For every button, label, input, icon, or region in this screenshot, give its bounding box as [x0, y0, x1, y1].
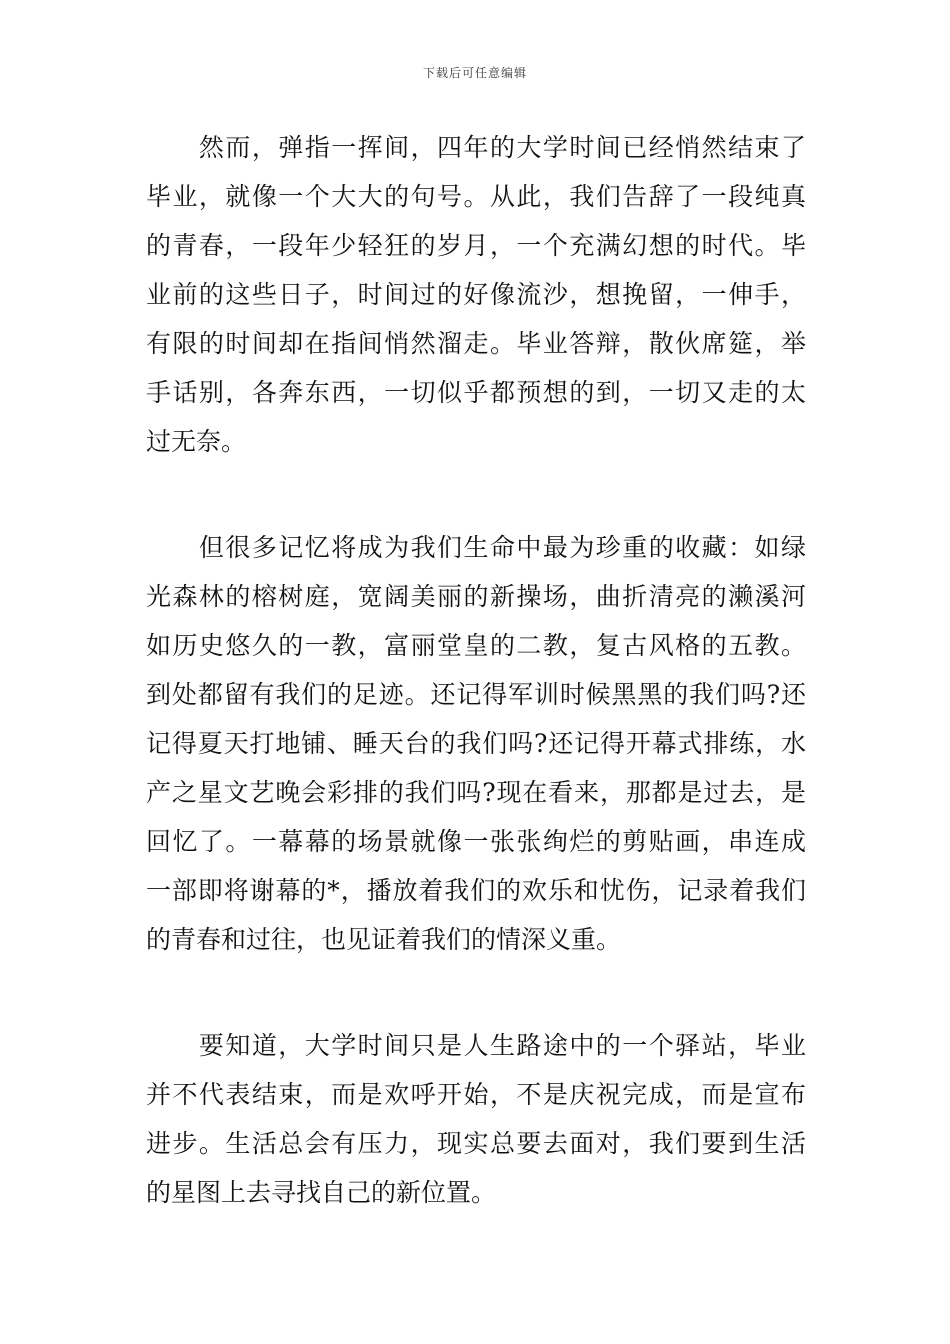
- text-line: 业前的这些日子，时间过的好像流沙，想挽留，一伸手，: [146, 280, 806, 309]
- text-line: 有限的时间却在指间悄然溜走。毕业答辩，散伙席筵，举: [146, 329, 806, 358]
- text-line: 的青春和过往，也见证着我们的情深义重。: [146, 925, 622, 954]
- text-line: 如历史悠久的一教，富丽堂皇的二教，复古风格的五教。: [146, 631, 806, 660]
- text-line: 记得夏天打地铺、睡天台的我们吗?还记得开幕式排练，水: [146, 729, 806, 758]
- text-line: 进步。生活总会有压力，现实总要去面对，我们要到生活: [146, 1129, 806, 1158]
- text-line: 但很多记忆将成为我们生命中最为珍重的收藏：如绿: [146, 533, 806, 562]
- paragraph-3: [146, 1021, 806, 1217]
- text-line: 产之星文艺晚会彩排的我们吗?现在看来，那都是过去，是: [146, 778, 806, 807]
- page-header: 下载后可任意编辑: [422, 66, 527, 80]
- text-line: 毕业，就像一个大大的句号。从此，我们告辞了一段纯真: [146, 182, 806, 211]
- text-line: 并不代表结束，而是欢呼开始，不是庆祝完成，而是宣布: [146, 1080, 806, 1109]
- text-line: 到处都留有我们的足迹。还记得军训时候黑黑的我们吗?还: [146, 680, 806, 709]
- text-line: 手话别，各奔东西，一切似乎都预想的到，一切又走的太: [146, 378, 806, 407]
- text-line: 然而，弹指一挥间，四年的大学时间已经悄然结束了: [146, 133, 806, 162]
- text-line: 一部即将谢幕的*，播放着我们的欢乐和忧伤，记录着我们: [146, 876, 806, 905]
- text-line: 光森林的榕树庭，宽阔美丽的新操场，曲折清亮的濑溪河: [146, 582, 806, 611]
- paragraph-2: [146, 523, 806, 964]
- text-line: 要知道，大学时间只是人生路途中的一个驿站，毕业: [146, 1031, 806, 1060]
- paragraph-1: [146, 123, 806, 466]
- text-line: 的星图上去寻找自己的新位置。: [146, 1178, 497, 1207]
- text-line: 回忆了。一幕幕的场景就像一张张绚烂的剪贴画，串连成: [146, 827, 806, 856]
- text-line: 的青春，一段年少轻狂的岁月，一个充满幻想的时代。毕: [146, 231, 806, 260]
- text-line: 过无奈。: [146, 427, 247, 456]
